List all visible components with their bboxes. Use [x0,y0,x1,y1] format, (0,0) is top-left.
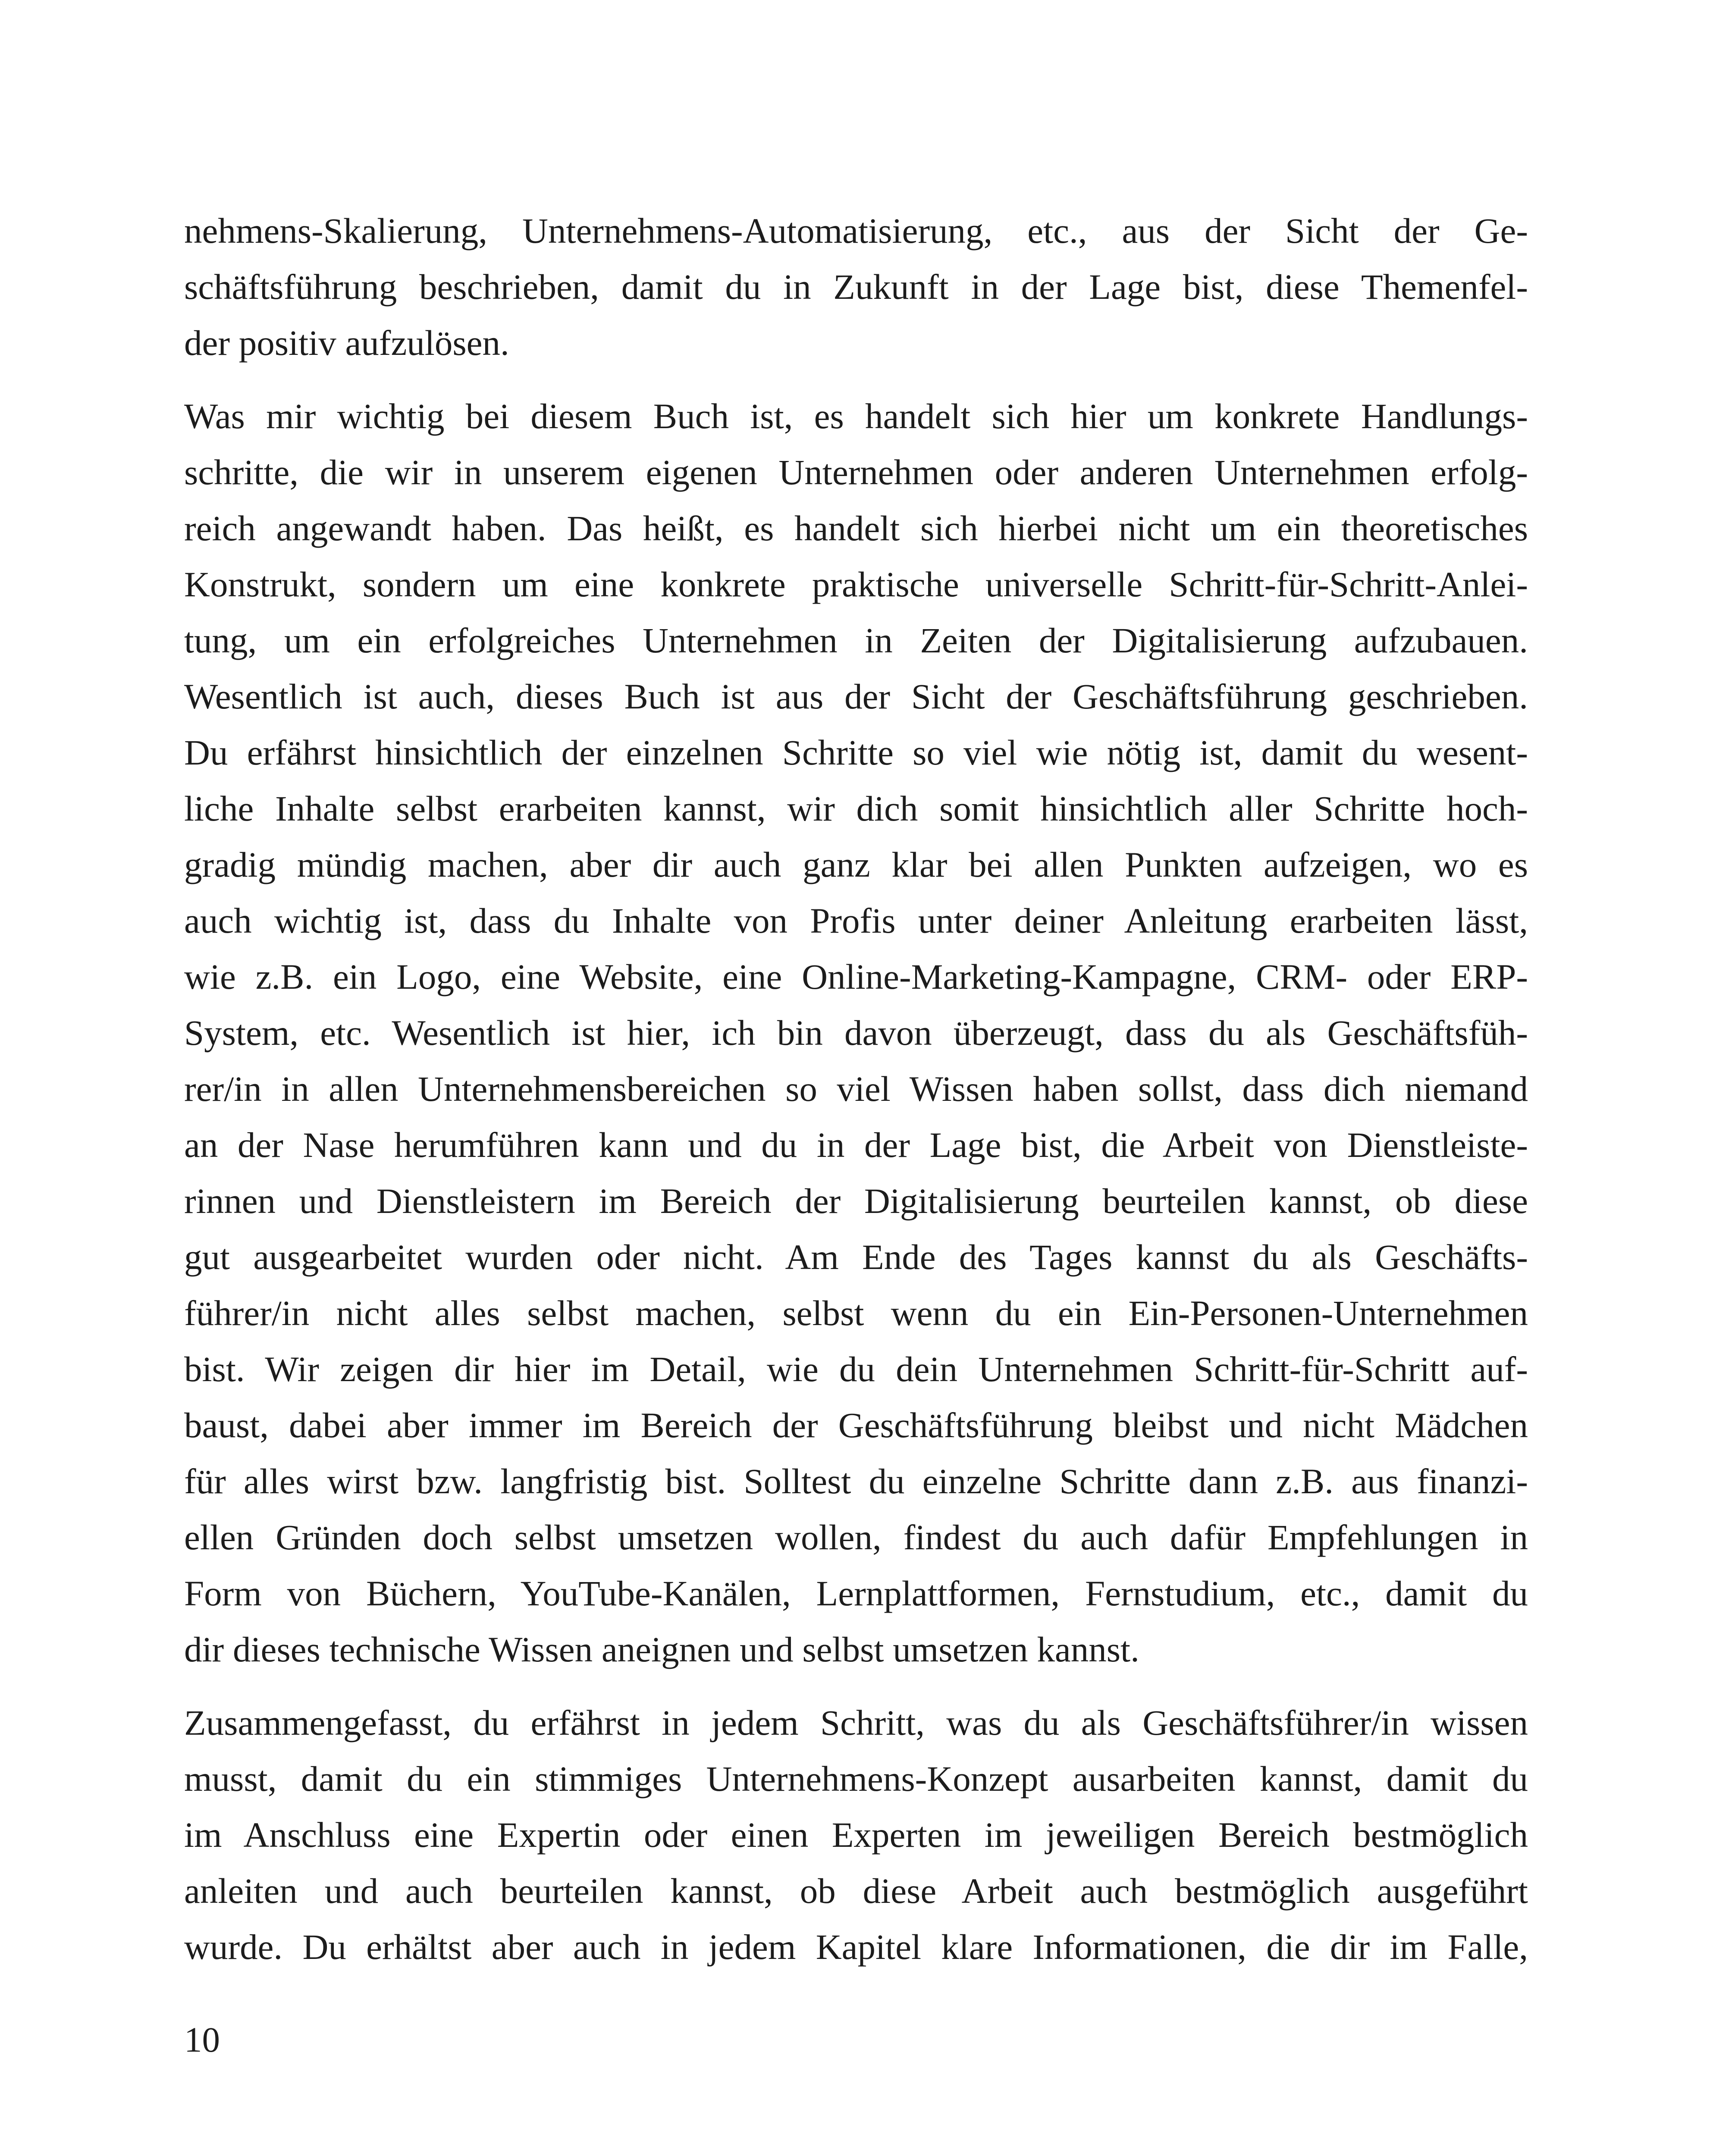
text-line: tung, um ein erfolgreiches Unternehmen in Zeiten der Digitalisierung aufzubauen. [184,620,1528,660]
text-line: für alles wirst bzw. langfristig bist. Solltest du einzelne Schritte dann z.B. aus finanzi- [184,1461,1528,1501]
text-line: anleiten und auch beurteilen kannst, ob diese Arbeit auch bestmöglich ausgeführt [184,1871,1528,1911]
text-line: auch wichtig ist, dass du Inhalte von Profis unter deiner Anleitung erarbeiten lässt, [184,901,1528,940]
text-line: reich angewandt haben. Das heißt, es handelt sich hierbei nicht um ein theoretisches [184,508,1528,548]
text-line: musst, damit du ein stimmiges Unternehmens-Konzept ausarbeiten kannst, damit du [184,1759,1528,1799]
text-line: an der Nase herumführen kann und du in der Lage bist, die Arbeit von Dienstleiste- [184,1125,1528,1165]
text-line: bist. Wir zeigen dir hier im Detail, wie du dein Unternehmen Schritt-für-Schritt auf- [184,1349,1528,1389]
body-text [184,203,1528,1992]
text-line: rer/in in allen Unternehmensbereichen so viel Wissen haben sollst, dass dich niemand [184,1069,1528,1109]
text-line: im Anschluss eine Expertin oder einen Experten im jeweiligen Bereich bestmöglich [184,1815,1528,1855]
text-line: der positiv aufzulösen. [184,323,509,363]
text-line: Form von Büchern, YouTube-Kanälen, Lernplattformen, Fernstudium, etc., damit du [184,1573,1528,1613]
text-line: wurde. Du erhältst aber auch in jedem Kapitel klare Informationen, die dir im Falle, [184,1927,1528,1967]
text-line: führer/in nicht alles selbst machen, selbst wenn du ein Ein-Personen-Unternehmen [184,1293,1528,1333]
text-line: System, etc. Wesentlich ist hier, ich bin davon überzeugt, dass du als Geschäftsfüh- [184,1013,1528,1053]
text-line: dir dieses technische Wissen aneignen und selbst umsetzen kannst. [184,1630,1139,1669]
page-number: 10 [184,2020,220,2059]
text-line: nehmens-Skalierung, Unternehmens-Automatisierung, etc., aus der Sicht der Ge- [184,211,1528,251]
text-line: gradig mündig machen, aber dir auch ganz klar bei allen Punkten aufzeigen, wo es [184,845,1528,884]
text-line: schritte, die wir in unserem eigenen Unternehmen oder anderen Unternehmen erfolg- [184,452,1528,492]
text-line: baust, dabei aber immer im Bereich der Geschäftsführung bleibst und nicht Mädchen [184,1405,1528,1445]
text-line: wie z.B. ein Logo, eine Website, eine Online-Marketing-Kampagne, CRM- oder ERP- [184,957,1528,997]
text-line: Du erfährst hinsichtlich der einzelnen Schritte so viel wie nötig ist, damit du wesent- [184,733,1528,772]
text-line: gut ausgearbeitet wurden oder nicht. Am Ende des Tages kannst du als Geschäfts- [184,1237,1528,1277]
text-line: ellen Gründen doch selbst umsetzen wollen, findest du auch dafür Empfehlungen in [184,1517,1528,1557]
text-line: liche Inhalte selbst erarbeiten kannst, wir dich somit hinsichtlich aller Schritte hoch- [184,789,1528,828]
text-line: Konstrukt, sondern um eine konkrete praktische universelle Schritt-für-Schritt-Anlei- [184,564,1528,604]
text-line: rinnen und Dienstleistern im Bereich der Digitalisierung beurteilen kannst, ob diese [184,1181,1528,1221]
text-line: Was mir wichtig bei diesem Buch ist, es handelt sich hier um konkrete Handlungs- [184,396,1528,436]
text-line: Wesentlich ist auch, dieses Buch ist aus der Sicht der Geschäftsführung geschrieben. [184,677,1528,716]
text-line: Zusammengefasst, du erfährst in jedem Schritt, was du als Geschäftsführer/in wissen [184,1703,1528,1742]
paragraph-1 [184,203,1528,371]
paragraph-2 [184,388,1528,1677]
paragraph-3 [184,1695,1528,1975]
text-line: schäftsführung beschrieben, damit du in Zukunft in der Lage bist, diese Themenfel- [184,267,1528,307]
